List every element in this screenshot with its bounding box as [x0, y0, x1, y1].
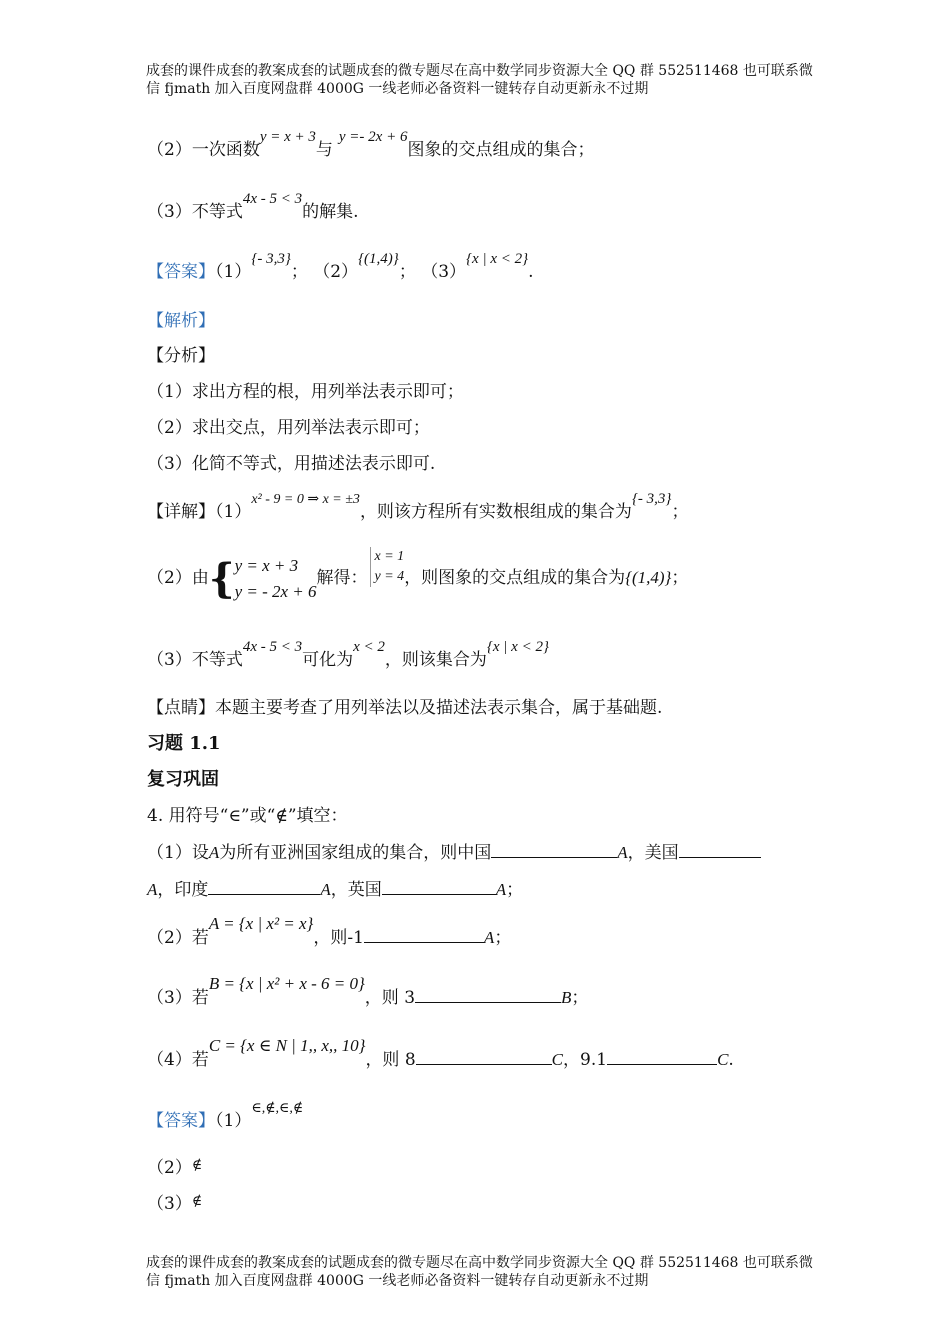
analysis-tag: 【解析】 — [147, 311, 215, 331]
page-footer-line-1: 成套的课件成套的教案成套的试题成套的微专题尽在高中数学同步资源大全 QQ 群 552511468 也可联系微 — [146, 1255, 813, 1271]
section-subtitle: 复习巩固 — [147, 769, 219, 790]
answer-blank[interactable] — [679, 843, 761, 858]
answer-tag: 【答案】 — [147, 262, 215, 282]
question-2: （2）一次函数y = x + 3与y =- 2x + 6图象的交点组成的集合； — [147, 129, 595, 160]
exercise-4-line-1: （1）设A为所有亚洲国家组成的集合，则中国 A，美国 — [147, 843, 761, 863]
answer-blank[interactable] — [208, 880, 320, 895]
answer-blank[interactable] — [607, 1050, 717, 1065]
xiangjie-line-1: 【详解】$(1)^{x^2 - 9 = 0 \Rightarrow x = \pm 3}$，则该方程所有实数根组成的集合为{- 3,3}； — [147, 491, 689, 522]
answer-blank[interactable] — [382, 880, 496, 895]
exercise-4-line-4: （3）若B = {x | x² + x - 6 = 0}，则 3 B； — [147, 974, 589, 1008]
fenxi-line-1: （1）求出方程的根，用列举法表示即可； — [147, 382, 464, 402]
page-footer-line-2: 信 fjmath 加入百度网盘群 4000G 一线老师必备资料一键转存自动更新永不过期 — [146, 1273, 649, 1289]
exercise-4-line-3: （2）若A = {x | x² = x}，则-1 A； — [147, 914, 512, 948]
solution-system: x = 1 y = 4 — [370, 547, 405, 587]
page-header-line-1: 成套的课件成套的教案成套的试题成套的微专题尽在高中数学同步资源大全 QQ 群 552511468 也可联系微 — [146, 63, 813, 79]
fenxi-line-3: （3）化简不等式，用描述法表示即可. — [147, 454, 436, 474]
xiangjie-line-2: （2）由{y = x + 3 y = - 2x + 6解得：x = 1 y = 4，则图象的交点组成的集合为{(1,4)}； — [147, 552, 688, 605]
exercise-4-stem: 4. 用符号“∈”或“∉”填空： — [147, 806, 348, 826]
page-header-line-2: 信 fjmath 加入百度网盘群 4000G 一线老师必备资料一键转存自动更新永不过期 — [146, 81, 649, 97]
answer-block-2: 【答案】（1）∈,∉,∈,∉ — [147, 1101, 304, 1131]
left-brace: { — [208, 554, 235, 602]
fenxi-line-2: （2）求出交点，用列举法表示即可； — [147, 418, 430, 438]
inequality: 4x - 5 < 3 — [242, 191, 303, 207]
exercise-4-line-5: （4）若C = {x ∈ N | 1,, x,, 10}，则 8 C，9.1 C. — [147, 1036, 734, 1070]
answer-block-1: 【答案】（1）{- 3,3}； （2）{(1,4)}； （3）{x | x < 2}. — [147, 251, 534, 282]
answer-2-part-2: （2）∉ — [147, 1158, 203, 1178]
answer-blank[interactable] — [364, 928, 484, 943]
equation-y-neg2x-plus-6: y =- 2x + 6 — [338, 129, 408, 145]
answer-blank[interactable] — [416, 1050, 552, 1065]
equation-system: y = x + 3 y = - 2x + 6 — [234, 555, 317, 601]
equation-y-x-plus-3: y = x + 3 — [259, 129, 316, 145]
xiangjie-line-3: （3）不等式4x - 5 < 3可化为x < 2，则该集合为{x | x < 2} — [147, 639, 549, 670]
question-3: （3）不等式4x - 5 < 3的解集. — [147, 191, 359, 222]
answer-blank[interactable] — [415, 988, 561, 1003]
section-title: 习题 1.1 — [147, 733, 221, 754]
answer-blank[interactable] — [491, 843, 617, 858]
answer-2-part-3: （3）∉ — [147, 1194, 203, 1214]
exercise-4-line-2: A，印度 A，英国 A； — [147, 880, 524, 900]
fenxi-tag: 【分析】 — [147, 346, 215, 366]
dianjing: 【点睛】本题主要考查了用列举法以及描述法表示集合，属于基础题. — [147, 698, 663, 718]
